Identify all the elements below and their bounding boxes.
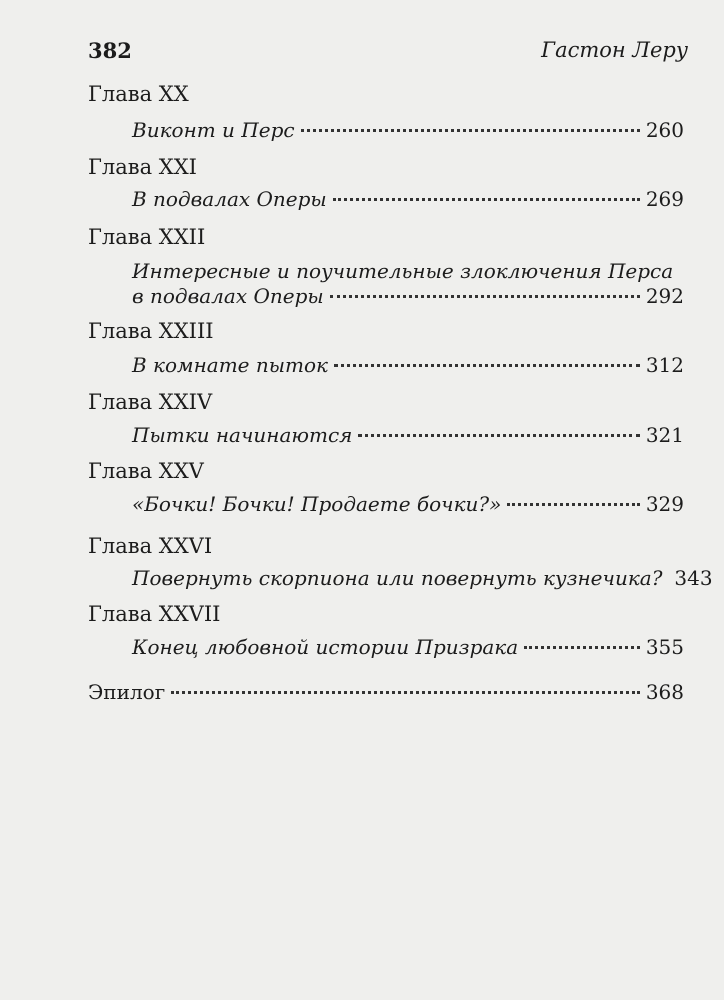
- toc-entry-epilogue[interactable]: [88, 680, 684, 704]
- chapter-title: В комнате пыток: [132, 353, 328, 377]
- chapter-title: Пытки начинаются: [132, 423, 353, 447]
- chapter-heading-20: Глава XX: [88, 82, 189, 106]
- toc-entry-22[interactable]: [132, 284, 684, 308]
- toc-entry-26[interactable]: [132, 566, 713, 590]
- toc-entry-20[interactable]: [132, 118, 684, 142]
- page-ref: 321: [645, 423, 684, 447]
- page-number: 382: [88, 38, 132, 63]
- chapter-heading-25: Глава XXV: [88, 459, 204, 483]
- toc-entry-23[interactable]: [132, 353, 684, 377]
- chapter-title: В подвалах Оперы: [132, 187, 327, 211]
- chapter-title: Повернуть скорпиона или повернуть кузнечика?: [132, 566, 663, 590]
- chapter-heading-21: Глава XXI: [88, 155, 197, 179]
- chapter-heading-22: Глава XXII: [88, 225, 206, 249]
- chapter-title-line-1: Интересные и поучительные злоключения Перса: [132, 259, 674, 283]
- page-ref: 260: [645, 118, 684, 142]
- chapter-heading-23: Глава XXIII: [88, 319, 214, 343]
- dot-leader: [301, 129, 640, 132]
- dot-leader: [171, 691, 640, 694]
- toc-entry-24[interactable]: [132, 423, 684, 447]
- page-ref: 355: [645, 635, 684, 659]
- chapter-title: Конец любовной истории Призрака: [132, 635, 519, 659]
- chapter-heading-27: Глава XXVII: [88, 602, 221, 626]
- dot-leader: [334, 364, 640, 367]
- chapter-title: в подвалах Оперы: [132, 284, 324, 308]
- page-ref: 292: [645, 284, 684, 308]
- running-title: Гастон Леру: [541, 38, 688, 62]
- dot-leader: [507, 503, 639, 506]
- dot-leader: [524, 646, 640, 649]
- page-ref: 368: [645, 680, 684, 704]
- dot-leader: [330, 295, 640, 298]
- chapter-heading-24: Глава XXIV: [88, 390, 213, 414]
- toc-entry-21[interactable]: [132, 187, 684, 211]
- page-ref: 343: [674, 566, 713, 590]
- toc-entry-27[interactable]: [132, 635, 684, 659]
- toc-entry-25[interactable]: [132, 492, 684, 516]
- page-ref: 329: [645, 492, 684, 516]
- page-ref: 312: [645, 353, 684, 377]
- dot-leader: [358, 434, 639, 437]
- chapter-title: «Бочки! Бочки! Продаете бочки?»: [132, 492, 502, 516]
- chapter-title: Виконт и Перс: [132, 118, 295, 142]
- dot-leader: [333, 198, 640, 201]
- epilogue-title: Эпилог: [88, 680, 166, 704]
- page-ref: 269: [645, 187, 684, 211]
- chapter-heading-26: Глава XXVI: [88, 534, 213, 558]
